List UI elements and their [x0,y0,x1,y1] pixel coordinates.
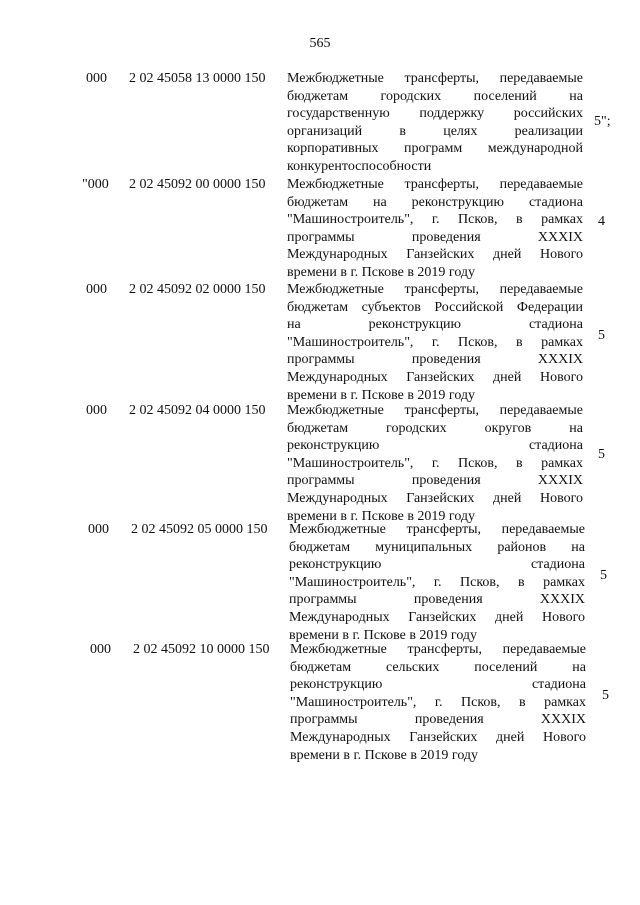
description-line: времени в г. Пскове в 2019 году [289,627,478,643]
admin-code: 000 [86,71,107,86]
description-line: Межбюджетные трансферты, передаваемые [289,522,585,537]
budget-class-code: 2 02 45092 00 0000 150 [129,177,266,192]
description-line: бюджетам на реконструкцию стадиона [287,194,583,210]
budget-class-code: 2 02 45092 04 0000 150 [129,403,266,418]
budget-class-code: 2 02 45092 02 0000 150 [129,282,266,297]
description-line: бюджетам городских округов на [287,420,583,436]
description-line: программы проведения XXXIX [287,229,583,245]
description-line: Межбюджетные трансферты, передаваемые [287,403,583,418]
description-line: Международных Ганзейских дней Нового [289,609,585,625]
description-line: реконструкцию стадиона [287,438,583,454]
admin-code: "000 [82,177,109,192]
row-amount: 5 [598,447,605,462]
description-line: времени в г. Пскове в 2019 году [287,387,476,403]
row-amount: 5 [598,328,605,343]
page-number: 565 [309,36,331,51]
budget-class-code: 2 02 45092 10 0000 150 [133,642,270,657]
description-line: "Машиностроитель", г. Псков, в рамках [287,334,583,350]
description-line: программы проведения XXXIX [287,473,583,489]
row-description [287,176,583,282]
admin-code: 000 [90,642,111,657]
description-line: времени в г. Пскове в 2019 году [287,508,476,524]
description-line: "Машиностроитель", г. Псков, в рамках [289,574,585,590]
row-description [287,70,583,176]
description-line: бюджетам субъектов Российской Федерации [287,299,583,315]
description-line: Межбюджетные трансферты, передаваемые [287,71,583,86]
description-line: бюджетам городских поселений на [287,88,583,104]
description-line: Международных Ганзейских дней Нового [290,729,586,745]
budget-class-code: 2 02 45092 05 0000 150 [131,522,268,537]
description-line: конкурентоспособности [287,158,432,174]
description-line: "Машиностроитель", г. Псков, в рамках [287,212,583,228]
description-line: бюджетам сельских поселений на [290,659,586,675]
description-line: времени в г. Пскове в 2019 году [287,264,476,280]
row-description [287,402,583,525]
description-line: бюджетам муниципальных районов на [289,539,585,555]
admin-code: 000 [86,403,107,418]
row-description [289,521,585,644]
description-line: Международных Ганзейских дней Нового [287,369,583,385]
description-line: на реконструкцию стадиона [287,317,583,333]
row-amount: 5"; [594,114,611,129]
description-line: программы проведения XXXIX [287,352,583,368]
description-line: реконструкцию стадиона [289,557,585,573]
row-description [287,281,583,404]
admin-code: 000 [88,522,109,537]
description-line: "Машиностроитель", г. Псков, в рамках [290,694,586,710]
description-line: организаций в целях реализации [287,123,583,139]
admin-code: 000 [86,282,107,297]
row-description [290,641,586,764]
description-line: Межбюджетные трансферты, передаваемые [290,642,586,657]
description-line: Международных Ганзейских дней Нового [287,490,583,506]
description-line: Международных Ганзейских дней Нового [287,247,583,263]
row-amount: 5 [600,568,607,583]
description-line: времени в г. Пскове в 2019 году [290,747,479,763]
row-amount: 4 [598,214,605,229]
row-amount: 5 [602,688,609,703]
description-line: Межбюджетные трансферты, передаваемые [287,177,583,192]
description-line: корпоративных программ международной [287,141,583,157]
description-line: Межбюджетные трансферты, передаваемые [287,282,583,297]
description-line: государственную поддержку российских [287,106,583,122]
description-line: программы проведения XXXIX [289,592,585,608]
description-line: программы проведения XXXIX [290,712,586,728]
description-line: реконструкцию стадиона [290,677,586,693]
budget-class-code: 2 02 45058 13 0000 150 [129,71,266,86]
description-line: "Машиностроитель", г. Псков, в рамках [287,455,583,471]
